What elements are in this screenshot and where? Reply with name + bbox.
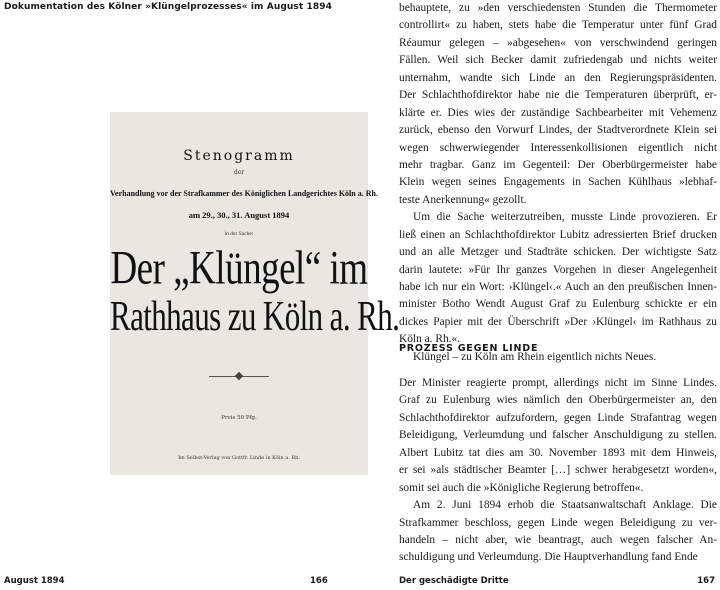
right-footer xyxy=(399,576,719,590)
right-footer-label: Der geschädigte Dritte xyxy=(399,576,509,586)
facsimile-ornament xyxy=(235,372,243,380)
text-line: Réaumur gelegen – »abgesehen« von verschwindend geringen xyxy=(399,36,717,49)
running-head: Dokumentation des Kölner »Klüngelprozesses« im August 1894 xyxy=(4,2,332,12)
text-line: wegen schwerwiegender Interessenkollisionen eigentlich nicht xyxy=(399,141,717,154)
section-heading: PROZESS GEGEN LINDE xyxy=(399,343,539,354)
left-footer xyxy=(4,576,354,590)
text-line: ließ einen an Schlachthofdirektor Lubitz adressierten Brief drucken xyxy=(399,228,717,241)
text-line: Um die Sache weiterzutreiben, musste Linde provozieren. Er xyxy=(413,211,717,224)
facsimile-date: am 29., 30., 31. August 1894 xyxy=(188,210,290,220)
paragraph xyxy=(399,209,717,349)
text-line: Der Minister reagierte prompt, allerdings nicht im Sinne Lindes. xyxy=(399,377,717,389)
facsimile-title-line1: Der „Klüngel“ im xyxy=(110,242,368,295)
text-line: minister Botho Wendt August Graf zu Eulenburg schickte er ein xyxy=(399,298,717,311)
title-page-facsimile xyxy=(110,112,400,475)
right-page-number: 167 xyxy=(697,576,715,586)
text-line: habe ich nur ein Wort: ›Klüngel‹.« Auch an den preußischen Innen- xyxy=(399,281,717,293)
text-line: Köln a. Rh.«. xyxy=(399,333,461,346)
text-line: somit sei auch die »Königliche Regierung betroffen«. xyxy=(399,481,644,494)
right-page xyxy=(360,0,720,590)
text-line: unternahm, wandte sich Linde an den Regierungspräsidenten. xyxy=(399,71,717,84)
text-line: mehr tragbar. Ganz im Gegenteil: Der Oberbürgermeister habe xyxy=(399,158,717,171)
text-line: handeln – nicht aber, wie beantragt, auch wegen falscher An- xyxy=(399,533,717,546)
body-text-top xyxy=(399,0,717,366)
text-line: teste Anerkennung« gezollt. xyxy=(399,193,527,206)
text-line: Albert Lubitz tat dies am 30. November 1893 mit dem Hinweis, xyxy=(399,446,717,459)
text-line: Fällen. Weil sich Becker damit zufriedengab und nichts weiter xyxy=(399,54,717,67)
text-line: controllirt« zu haben, stets habe die Temperatur unter fünf Grad xyxy=(399,19,717,32)
text-line: er sei »als städtischer Beamter […] schwer herabgesetzt worden«, xyxy=(399,464,717,477)
left-page-number: 166 xyxy=(310,576,328,586)
text-line: Graf zu Eulenburg wies nämlich den Oberbürgermeister an, den xyxy=(399,394,717,407)
paragraph xyxy=(399,497,717,567)
text-line: zurück, ebenso den Vorwurf Lindes, der Stadtverordnete Klein sei xyxy=(399,124,717,137)
facsimile-verlag: Im Selbst-Verlag von Gottfr. Linde in Köln a. Rh. xyxy=(178,455,300,461)
text-line: behauptete, zu »den verschiedensten Stunden die Thermometer xyxy=(399,2,717,14)
text-line: klärte er. Dies wies der zuständige Sachbearbeiter mit Vehemenz xyxy=(399,106,717,119)
text-line: Klein wegen seines Engagements in Sachen Kühlhaus »lebhaf- xyxy=(399,176,717,189)
text-line: und an alle Metzger und Stadträte schicken. Der wichtigste Satz xyxy=(399,246,717,259)
facsimile-verhandlung: Verhandlung vor der Strafkammer des Königlichen Landgerichtes Köln a. Rh. xyxy=(110,189,378,198)
paragraph xyxy=(399,375,717,497)
paragraph xyxy=(399,0,717,209)
text-line: schuldigung und Verleumdung. Die Hauptverhandlung fand Ende xyxy=(399,551,698,564)
text-line: dickes Papier mit der Überschrift »Der ›Klüngel‹ im Rathhaus zu xyxy=(399,315,717,328)
text-line: darin lautete: »Für Ihr ganzes Vorgehen in dieser Angelegenheit xyxy=(399,263,717,276)
facsimile-ueber: der xyxy=(233,169,245,176)
facsimile-sache: in der Sache: xyxy=(224,231,254,237)
text-line: Strafkammer beschloss, gegen Linde wegen Beleidigung zu ver- xyxy=(399,516,717,529)
text-line: Der Schlachthofdirektor habe nie die Temperaturen überprüft, er- xyxy=(399,89,717,102)
text-line: Klüngel – zu Köln am Rhein eigentlich nichts Neues. xyxy=(413,350,657,363)
facsimile-stenogramm: Stenogramm xyxy=(183,148,295,164)
text-line: Am 2. Juni 1894 erhob die Staatsanwaltschaft Anklage. Die xyxy=(413,499,717,512)
facsimile-title-line2: Rathhaus zu Köln a. Rh. xyxy=(110,292,400,340)
body-text-bottom xyxy=(399,375,717,567)
facsimile-price: Preis 50 Pfg. xyxy=(221,415,257,421)
text-line: Schlachthofdirektor aufzufordern, gegen Linde Strafantrag wegen xyxy=(399,411,717,424)
text-line: Beleidigung, Verleumdung und falscher Anschuldigung zu stellen. xyxy=(399,429,717,442)
left-footer-label: August 1894 xyxy=(4,576,65,586)
